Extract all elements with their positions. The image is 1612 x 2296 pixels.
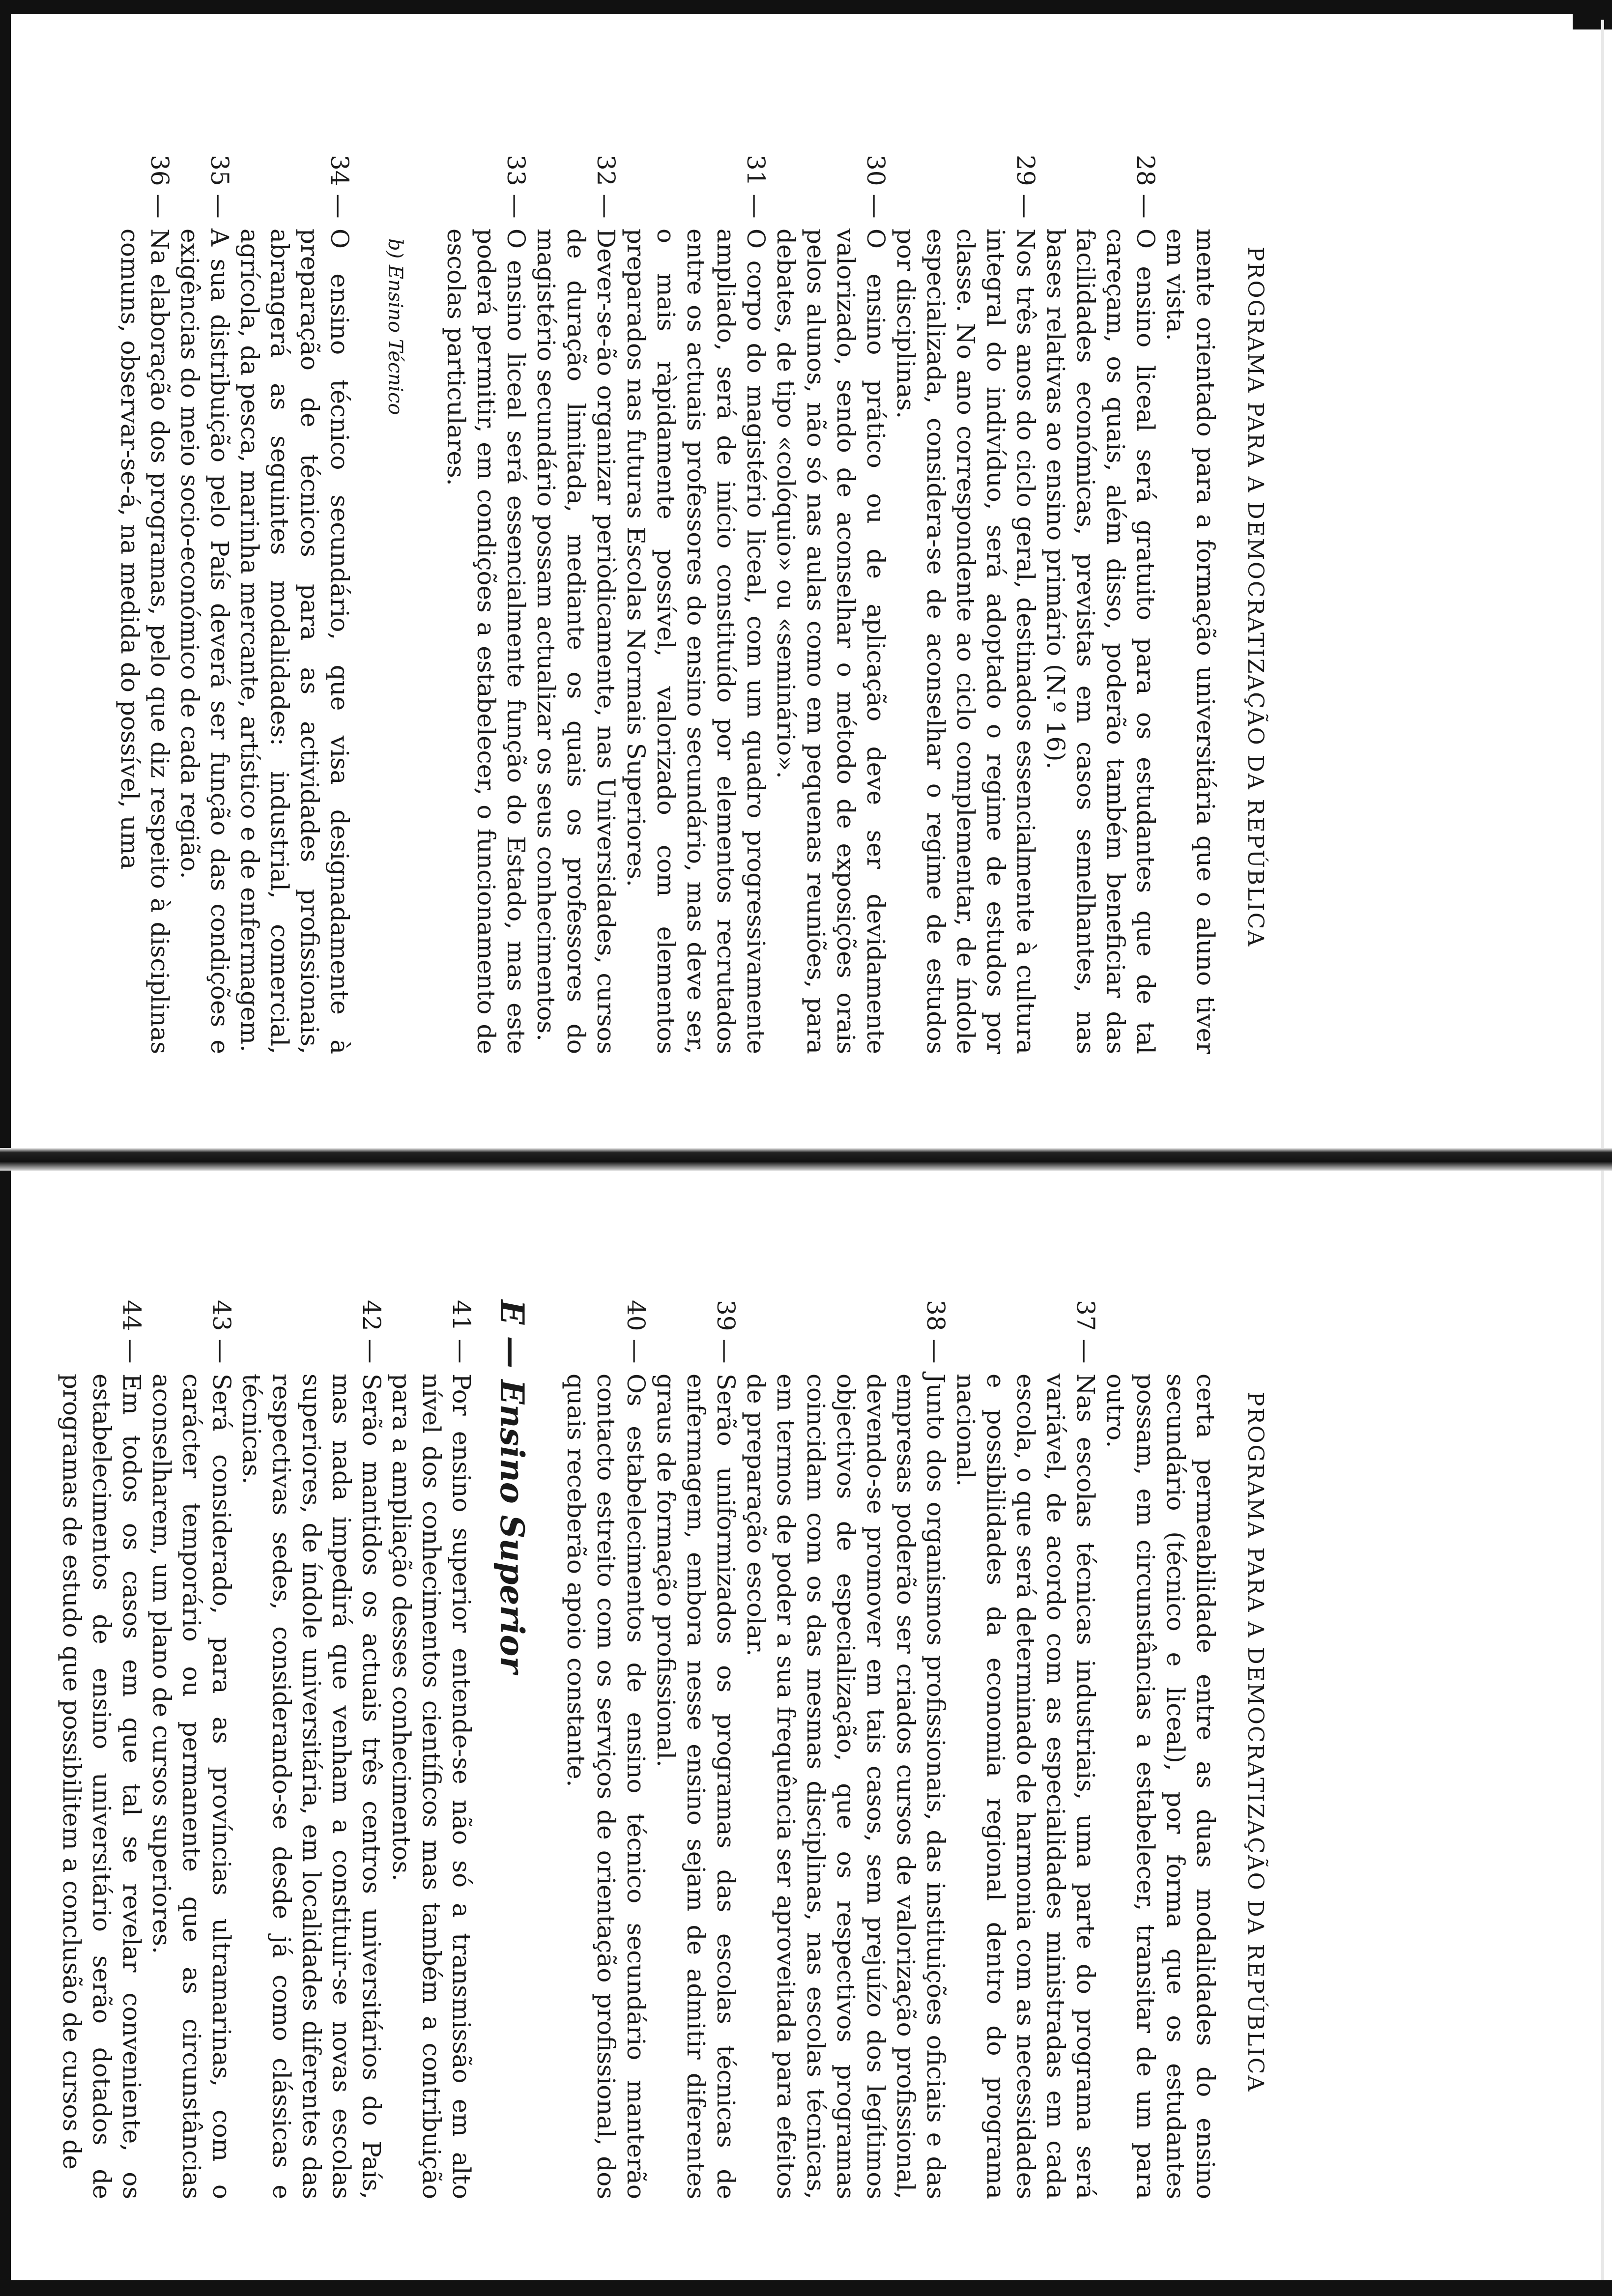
- paragraph-38: 38 — Junto dos organismos profissionais, das instituições oficiais e das empresas poderão ser criados cursos de valorização profissional, devendo-se promover em tais casos, sem prejuízo dos legítimos objectivos de especialização, que os respectivos programas coincidam com os das mesmas disciplinas, nas escolas técnicas, em termos de poder a sua frequência ser aproveitada para efeitos de preparação escolar.: [742, 1300, 950, 2199]
- paragraph-43: 43 — Será considerado, para as províncias ultramarinas, com o carácter temporário ou permanente que as circunstâncias aconselharem, um plano de cursos superiores.: [147, 1300, 236, 2199]
- paragraph-42: 42 — Serão mantidos os actuais três centros universitários do País, mas nada impedirá que venham a constituir-se novas escolas superiores, de índole universitária, em localidades diferentes das respectivas sedes, considerando-se desde já como clássicas e técnicas.: [237, 1300, 386, 2199]
- paragraph-36: 36 — Na elaboração dos programas, pelo que diz respeito à disciplinas comuns, observar-se-á, na medida do possível, uma: [115, 155, 174, 1054]
- running-head: PROGRAMA PARA A DEMOCRATIZAÇÃO DA REPÚBLICA: [1243, 246, 1268, 948]
- running-head: PROGRAMA PARA A DEMOCRATIZAÇÃO DA REPÚBLICA: [1243, 1391, 1268, 2093]
- opening-text: mente orientado para a formação universitária que o aluno tiver em vista.: [1161, 229, 1220, 1054]
- paragraph-34: 34 — O ensino técnico secundário, que visa designadamente à preparação de técnicos para as actividades profissionais, abrangerá as seguintes modalidades: industrial, comercial, agrícola, da pesca, marinha mercante, artístico e de enfermagem.: [235, 155, 354, 1054]
- paragraph-30: 30 — O ensino prático ou de aplicação deve ser devidamente valorizado, sendo de aconselhar o método de exposições orais pelos alunos, não só nas aulas como em pequenas reuniões, para debates, de tipo «colóquio» ou «seminário».: [772, 155, 890, 1054]
- paragraph-37: 37 — Nas escolas técnicas industriais, uma parte do programa será variável, de acordo com as especialidades ministradas em cada escola, o que será determinado de harmonia com as necessidades e possibilidades da economia regional dentro do programa nacional.: [951, 1300, 1100, 2199]
- paragraph-44: 44 — Em todos os casos em que tal se revelar conveniente, os estabelecimentos de ensino universitário serão dotados de programas de estudo que possibilitem a conclusão de cursos de: [58, 1300, 146, 2199]
- paragraph-41: 41 — Por ensino superior entende-se não só a transmissão em alto nível dos conhecimentos científicos mas também a contribuição para a ampliação desses conhecimentos.: [387, 1300, 476, 2199]
- scan-edge-bottom: [0, 2280, 1612, 2296]
- page-24: [0, 81, 1322, 1113]
- paragraph-28: 28 — O ensino liceal será gratuito para os estudantes que de tal careçam, os quais, além disso, poderão também beneficiar das facilidades económicas, previstas em casos semelhantes, nas bases relativas ao ensino primário (N.º 16).: [1041, 155, 1160, 1054]
- paragraph-33: 33 — O ensino liceal será essencialmente função do Estado, mas este poderá permitir, em condições a estabelecer, o funcionamento de escolas particulares.: [442, 155, 530, 1054]
- page-body: [115, 81, 1220, 1113]
- page-fold-divider: [0, 1148, 1612, 1171]
- paragraph-31: 31 — O corpo do magistério liceal, com um quadro progressivamente ampliado, será de início constituído por elementos recrutados entre os actuais professores do ensino secundário, mas deve ser, o mais ràpidamente possível, valorizado com elementos preparados nas futuras Escolas Normais Superiores.: [622, 155, 770, 1054]
- subheading-ensino-tecnico: b) Ensino Técnico: [384, 238, 406, 415]
- paragraph-35: 35 — A sua distribuição pelo País deverá ser função das condições e exigências do meio socio-económico de cada região.: [175, 155, 234, 1054]
- paragraph-32: 32 — Dever-se-ão organizar periòdicamente, nas Universidades, cursos de duração limitada, mediante os quais os professores do magistério secundário possam actualizar os seus conhecimentos.: [532, 155, 620, 1054]
- paragraph-29: 29 — Nos três anos do ciclo geral, destinados essencialmente à cultura integral do indivíduo, será adoptado o regime de estudos por classe. No ano correspondente ao ciclo complementar, de índole especializada, considera-se de aconselhar o regime de estudos por disciplinas.: [892, 155, 1040, 1054]
- page-body: [57, 1226, 1220, 2258]
- section-title-ensino-superior: E — Ensino Superior: [493, 1300, 531, 1674]
- paragraph-39: 39 — Serão uniformizados os programas das escolas técnicas de enfermagem, embora nesse ensino sejam de admitir diferentes graus de formação profissional.: [652, 1300, 740, 2199]
- paragraph-40: 40 — Os estabelecimentos de ensino técnico secundário manterão contacto estreito com os serviços de orientação profissional, dos quais receberão apoio constante.: [562, 1300, 650, 2199]
- opening-text: certa permeabilidade entre as duas modalidades do ensino secundário (técnico e liceal), por forma que os estudantes possam, em circunstâncias a estabelecer, transitar de um para outro.: [1101, 1374, 1220, 2199]
- scan-edge-top: [0, 0, 1612, 14]
- page-25: [0, 1226, 1322, 2258]
- scan-edge-notch: [1573, 0, 1612, 29]
